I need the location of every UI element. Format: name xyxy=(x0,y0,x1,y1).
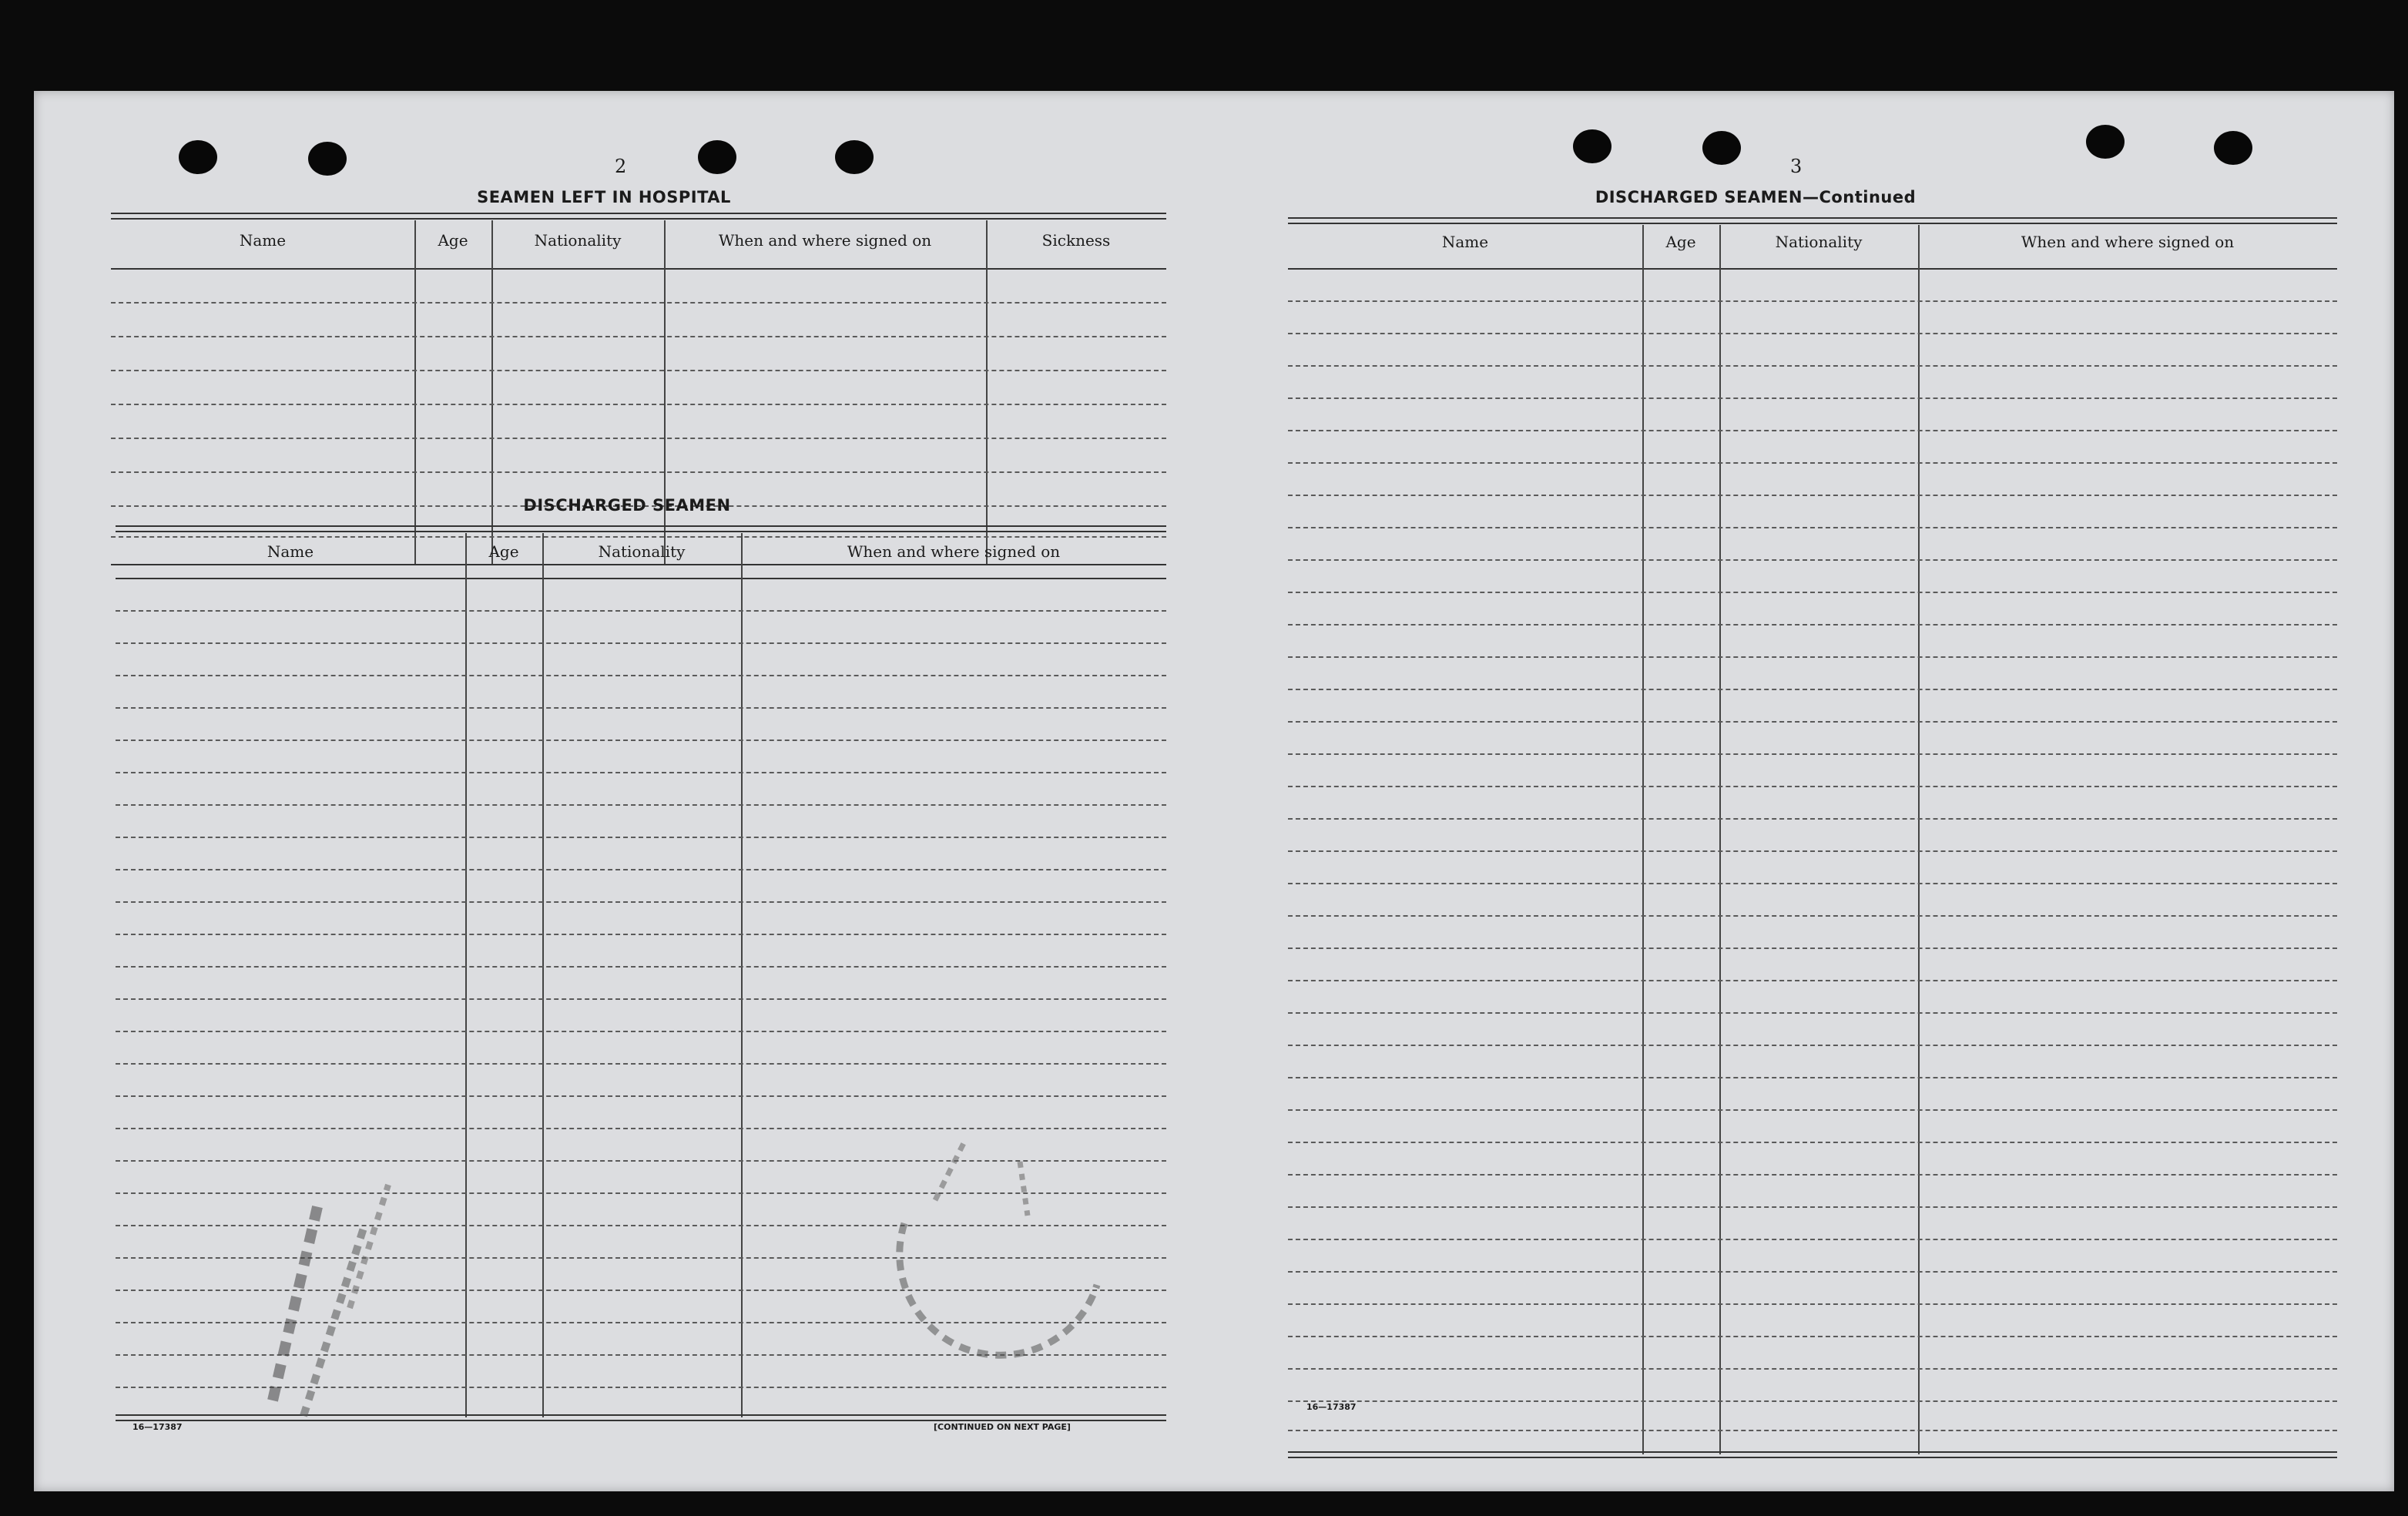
table-row xyxy=(116,869,1166,870)
table-row xyxy=(1288,462,2337,464)
column-header-age: Age xyxy=(488,542,519,561)
column-divider xyxy=(1642,225,1644,1454)
table-row xyxy=(1288,883,2337,884)
table-row xyxy=(116,901,1166,903)
table-row xyxy=(111,370,1166,371)
form-number-right: 16—17387 xyxy=(1306,1402,1357,1412)
table-row xyxy=(1288,1239,2337,1240)
punch-hole xyxy=(179,140,217,174)
table-row xyxy=(1288,1336,2337,1337)
table-row xyxy=(116,610,1166,612)
table-row xyxy=(1288,656,2337,658)
hospital-title: SEAMEN LEFT IN HOSPITAL xyxy=(477,188,731,206)
table-row xyxy=(116,772,1166,773)
punch-hole xyxy=(835,140,874,174)
continued-note: [CONTINUED ON NEXT PAGE] xyxy=(934,1422,1071,1432)
column-header-name: Name xyxy=(267,542,314,561)
postmark-stamp xyxy=(850,1092,1159,1385)
table-row xyxy=(111,302,1166,304)
table-row xyxy=(1288,300,2337,302)
header-rule xyxy=(1288,268,2337,270)
header-rule xyxy=(116,578,1166,579)
table-row xyxy=(1288,1303,2337,1305)
column-divider xyxy=(465,533,467,1417)
column-header-name: Name xyxy=(239,231,287,250)
table-row xyxy=(111,336,1166,337)
table-row xyxy=(1288,527,2337,528)
document-sheet xyxy=(34,91,2394,1491)
column-divider xyxy=(741,533,743,1417)
table-row xyxy=(116,934,1166,935)
table-row xyxy=(1288,624,2337,626)
table-row xyxy=(1288,397,2337,399)
date-stamp xyxy=(211,1108,442,1431)
page-number-right: 3 xyxy=(1790,156,1803,177)
column-header-signed-on: When and where signed on xyxy=(2021,233,2235,251)
table-row xyxy=(1288,689,2337,690)
table-row xyxy=(116,707,1166,709)
table-row xyxy=(1288,1206,2337,1208)
table-top-rule xyxy=(111,213,1166,220)
table-row xyxy=(1288,495,2337,496)
table-row xyxy=(116,740,1166,741)
table-bottom-rule xyxy=(1288,1451,2337,1458)
table-row xyxy=(1288,1174,2337,1176)
discharged-title: DISCHARGED SEAMEN xyxy=(523,496,731,515)
table-row xyxy=(111,404,1166,405)
table-row xyxy=(116,1063,1166,1065)
column-divider xyxy=(542,533,544,1417)
table-row xyxy=(116,966,1166,968)
punch-hole xyxy=(1702,131,1741,165)
discharged-table-right xyxy=(1288,217,2337,1456)
table-row xyxy=(1288,1045,2337,1046)
table-row xyxy=(1288,818,2337,820)
table-row xyxy=(1288,753,2337,755)
column-header-age: Age xyxy=(1665,233,1696,251)
punch-hole xyxy=(2086,125,2125,159)
table-row xyxy=(1288,915,2337,917)
table-row xyxy=(1288,948,2337,949)
column-header-signed-on: When and where signed on xyxy=(718,231,932,250)
table-row xyxy=(111,471,1166,473)
table-top-rule xyxy=(1288,217,2337,224)
table-row xyxy=(1288,786,2337,787)
column-divider xyxy=(1918,225,1920,1454)
table-row xyxy=(1288,1077,2337,1078)
punch-hole xyxy=(2214,131,2252,165)
table-row xyxy=(1288,365,2337,367)
column-header-sickness: Sickness xyxy=(1041,231,1111,250)
table-row xyxy=(1288,1142,2337,1143)
punch-hole xyxy=(698,140,736,174)
table-row xyxy=(116,998,1166,1000)
table-row xyxy=(116,804,1166,806)
table-row xyxy=(1288,1368,2337,1370)
table-row xyxy=(1288,1271,2337,1273)
table-row xyxy=(116,1031,1166,1032)
table-top-rule xyxy=(116,525,1166,532)
table-row xyxy=(1288,592,2337,593)
column-header-nationality: Nationality xyxy=(1775,233,1863,251)
column-header-nationality: Nationality xyxy=(534,231,622,250)
table-row xyxy=(1288,559,2337,561)
table-row xyxy=(116,837,1166,838)
table-row xyxy=(1288,430,2337,431)
column-header-nationality: Nationality xyxy=(598,542,686,561)
table-row xyxy=(116,675,1166,676)
column-divider xyxy=(986,220,988,565)
form-number-left: 16—17387 xyxy=(132,1422,183,1432)
column-header-signed-on: When and where signed on xyxy=(847,542,1061,561)
discharged-continued-title: DISCHARGED SEAMEN—Continued xyxy=(1595,188,1917,206)
header-rule xyxy=(111,268,1166,270)
table-row xyxy=(116,642,1166,644)
table-row xyxy=(1288,1400,2337,1402)
table-row xyxy=(1288,850,2337,852)
table-row xyxy=(1288,1430,2337,1431)
punch-hole xyxy=(1573,129,1611,163)
column-divider xyxy=(414,220,416,565)
column-header-age: Age xyxy=(438,231,468,250)
table-row xyxy=(1288,980,2337,981)
table-row xyxy=(1288,333,2337,334)
table-row xyxy=(1288,1109,2337,1111)
column-header-name: Name xyxy=(1441,233,1489,251)
page-number-left: 2 xyxy=(615,156,627,177)
column-divider xyxy=(1719,225,1721,1454)
punch-hole xyxy=(308,142,347,176)
table-row xyxy=(1288,721,2337,723)
table-row xyxy=(1288,1012,2337,1014)
table-row xyxy=(111,438,1166,439)
